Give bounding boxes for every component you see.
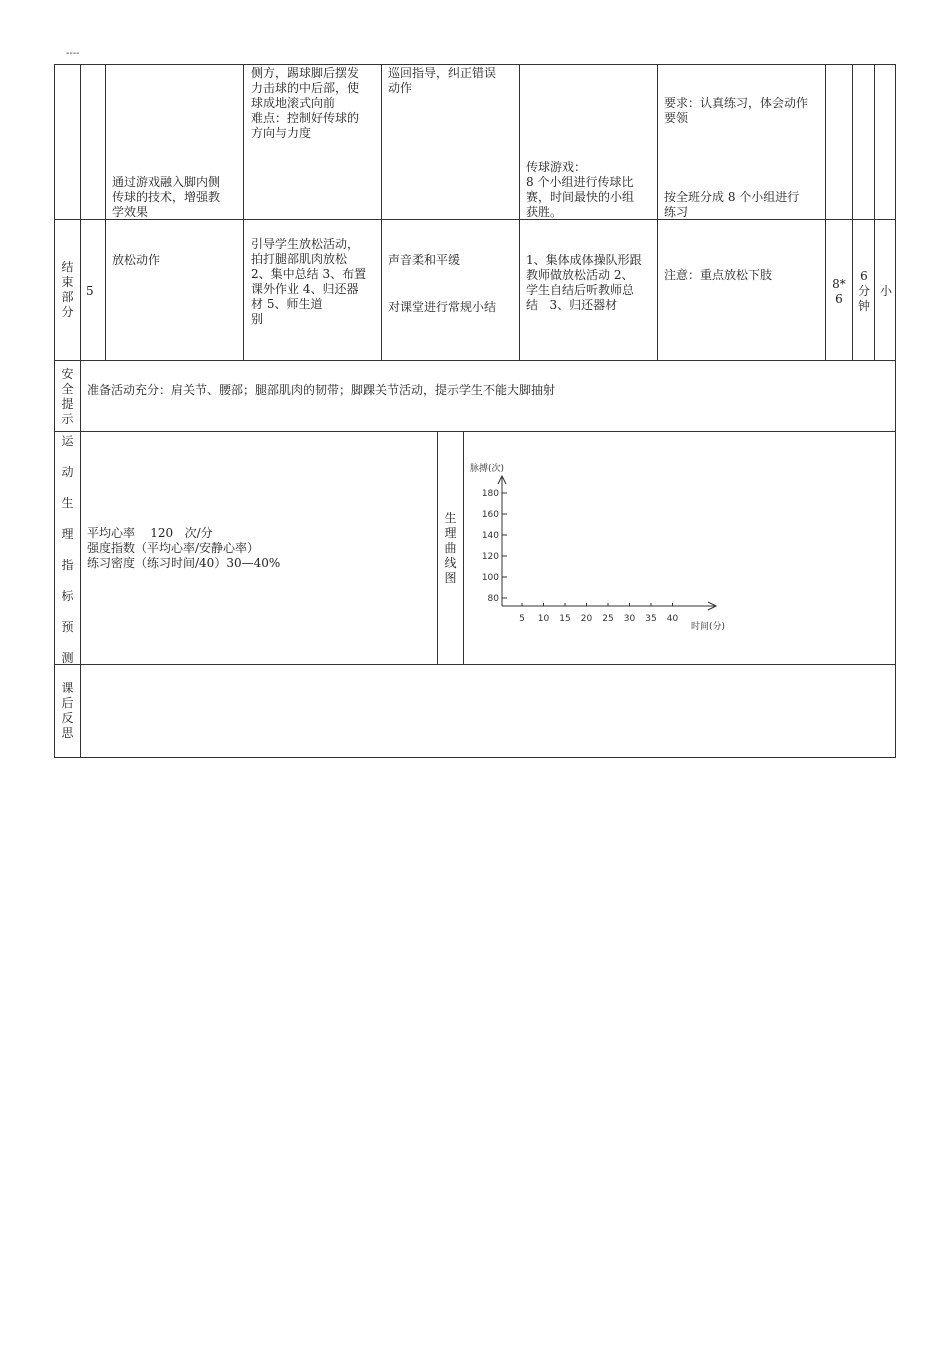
ending-goal: 放松动作 [112,253,161,267]
column-border-0 [105,64,106,361]
row1-teacher-activity: 巡回指导，纠正错误 动作 [388,66,497,95]
x-tick-label: 15 [559,614,571,624]
indicators-bottom-border [54,664,896,665]
y-tick-label: 140 [481,531,499,541]
safety-bottom-border [54,431,896,432]
indicators-label-char-1: 动 [61,465,74,479]
y-tick-label: 160 [481,510,499,520]
x-tick-label: 5 [519,614,525,624]
row2-bottom-border [54,360,896,361]
row1-requirement-bottom: 按全班分成 8 个小组进行 练习 [664,190,800,219]
ending-section-label: 结 束 部 分 [61,260,74,319]
x-tick-label: 20 [580,614,593,624]
safety-label: 安 全 提 示 [61,367,74,426]
ending-count: 8* 6 [832,277,846,306]
y-tick-label: 180 [481,489,499,499]
x-tick-label: 30 [623,614,636,624]
ending-student-activity: 1、集体成体操队形跟 教师做放松活动 2、 学生自结后听教师总 结 3、归还器材 [526,253,642,312]
reflection-label: 课 后 反 思 [61,681,74,740]
ending-duration: 6 分 钟 [857,269,870,313]
ending-intensity: 小 [879,284,892,298]
column-border-5 [825,64,826,361]
indicators-text: 平均心率 120 次/分 强度指数（平均心率/安静心率） 练习密度（练习时间/40）30—40% [87,526,281,570]
column-border-7 [874,64,875,361]
y-ticks [482,489,507,604]
row1-goal: 通过游戏融入脚内侧 传球的技术，增强教 学效果 [112,175,221,219]
y-axis-label: 脉搏(次) [470,464,505,474]
ending-teacher-activity-2: 对课堂进行常规小结 [388,300,497,314]
x-axis-label: 时间(分) [691,622,726,632]
ending-time: 5 [86,284,94,298]
x-tick-label: 25 [602,614,614,624]
indicators-label-char-4: 指 [61,558,74,572]
indicators-label-char-2: 生 [61,496,74,510]
indicators-label-char-5: 标 [61,589,74,603]
label-column-border [80,64,81,758]
x-tick-label: 35 [645,614,657,624]
ending-teacher-activity-1: 声音柔和平缓 [388,253,461,267]
indicators-label [55,434,80,664]
table-top-border [54,64,896,65]
indicators-label-char-0: 运 [61,434,74,448]
table-bottom-border [54,757,896,758]
safety-text: 准备活动充分：肩关节、腰部；腿部肌肉的韧带；脚踝关节活动，提示学生不能大脚抽射 [87,383,556,397]
y-tick-label: 100 [481,573,499,583]
indicators-label-char-6: 预 [61,620,74,634]
pulse-chart [462,458,732,633]
row1-content: 侧方，踢球脚后摆发 力击球的中后部，使 球成地滚式向前 难点：控制好传球的 方向与力度 [251,66,360,140]
indicators-label-char-3: 理 [61,527,74,541]
ending-content: 引导学生放松活动， 拍打腿部肌肉放松 2、集中总结 3、布置 课外作业 4、归还器 材 5、师生道 别 [251,237,367,326]
row1-student-activity: 传球游戏： 8 个小组进行传球比 赛，时间最快的小组 获胜。 [526,160,635,219]
physiological-curve-label: 生 理 曲 线 图 [444,511,457,585]
row1-requirement-top: 要求：认真练习，体会动作 要领 [664,96,809,125]
x-tick-label: 10 [537,614,550,624]
indicators-label-char-7: 测 [61,651,74,665]
column-border-3 [519,64,520,361]
y-tick-label: 120 [481,552,499,562]
column-border-6 [852,64,853,361]
y-tick-label: 80 [487,594,499,604]
ending-requirement: 注意：重点放松下肢 [664,268,773,282]
column-border-1 [243,64,244,361]
table-right-border [895,64,896,758]
column-border-2 [381,64,382,361]
header-mark: ---- [66,48,80,59]
column-border-4 [657,64,658,361]
x-tick-label: 40 [666,614,679,624]
